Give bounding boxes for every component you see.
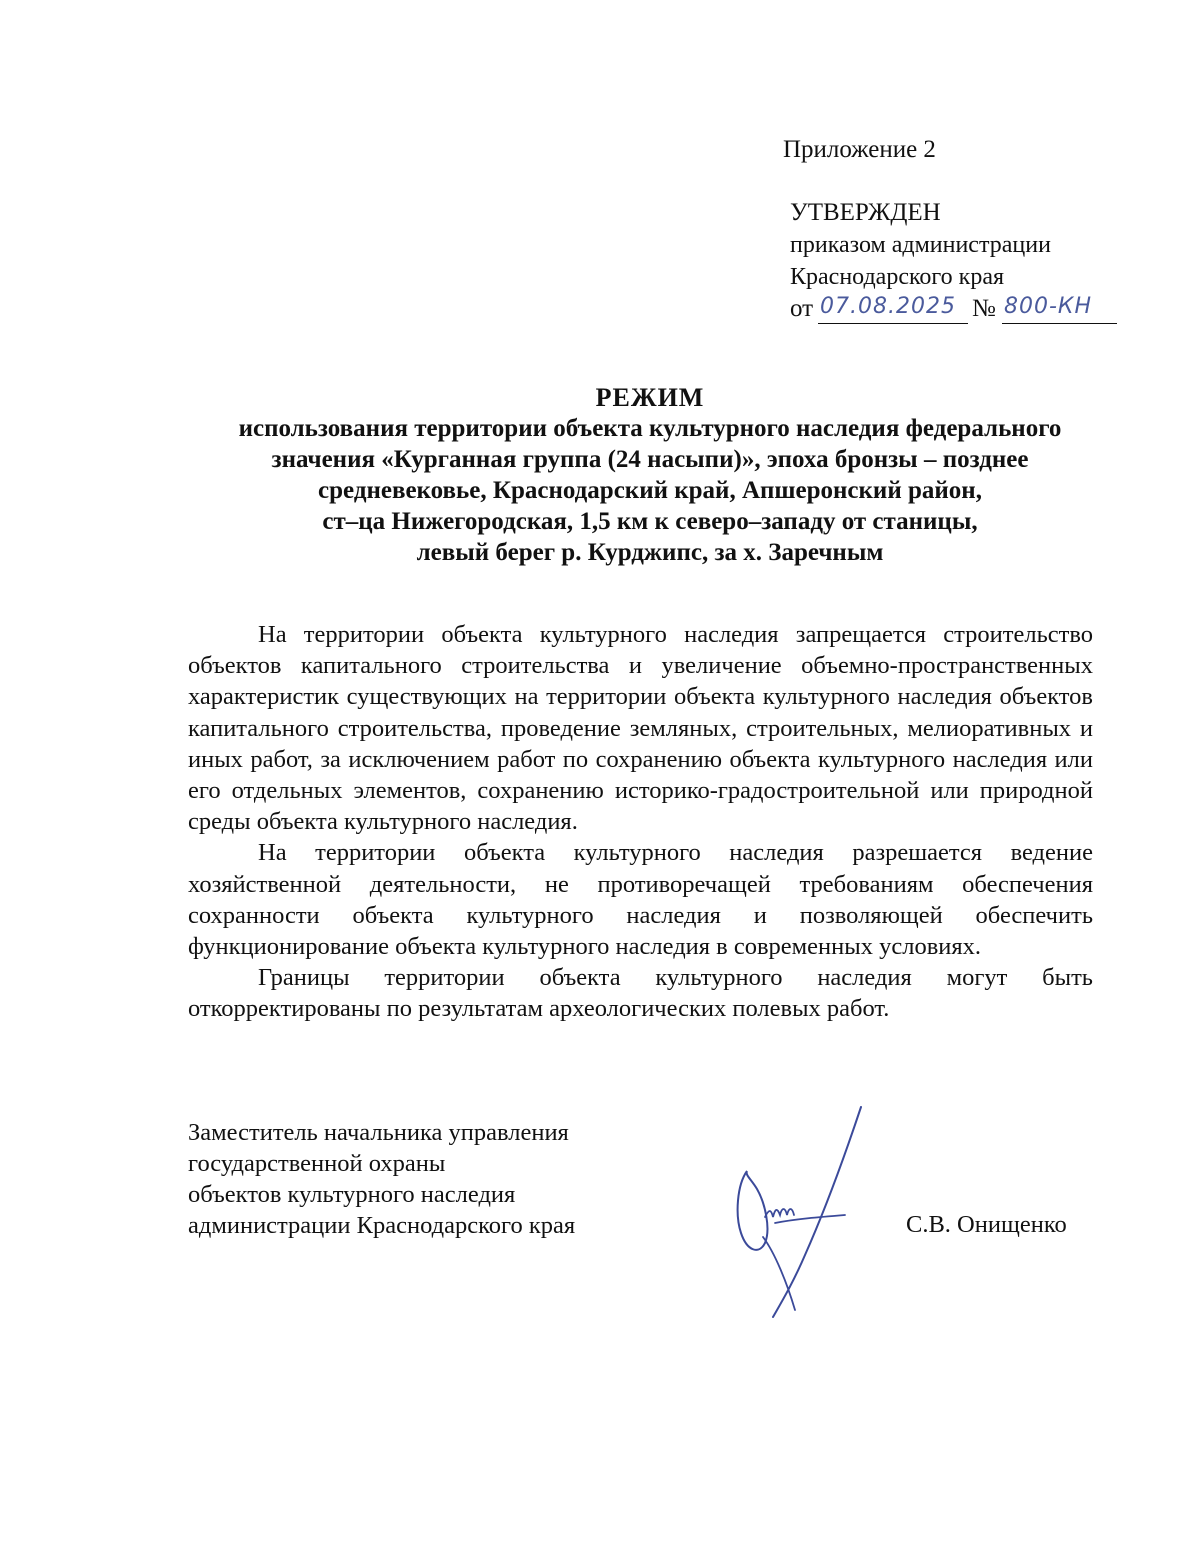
document-title bbox=[150, 382, 1150, 568]
appendix-label: Приложение 2 bbox=[783, 136, 936, 163]
handwritten-signature bbox=[725, 1105, 875, 1320]
signatory-position-line: Заместитель начальника управления bbox=[188, 1119, 569, 1146]
approved-by-line-1: приказом администрации bbox=[790, 232, 1051, 258]
signature-stroke bbox=[765, 1209, 794, 1217]
title-line: ст–ца Нижегородская, 1,5 км к северо–западу от станицы, bbox=[322, 508, 978, 535]
approval-block bbox=[790, 197, 1093, 327]
order-number-handwritten: 800-КН bbox=[1004, 294, 1093, 319]
signatory-position bbox=[188, 1117, 575, 1241]
title-main: РЕЖИМ bbox=[595, 383, 705, 412]
title-line: средневековье, Краснодарский край, Апшеронский район, bbox=[318, 477, 982, 504]
title-line: использования территории объекта культурного наследия федерального bbox=[238, 415, 1062, 442]
document-body bbox=[188, 619, 1093, 1025]
signatory-position-line: объектов культурного наследия bbox=[188, 1181, 516, 1208]
signatory-name: С.В. Онищенко bbox=[906, 1211, 1067, 1238]
title-line: левый берег р. Курджипс, за х. Заречным bbox=[416, 539, 884, 566]
order-number-sign: № bbox=[972, 295, 996, 322]
approved-by-line-2: Краснодарского края bbox=[790, 264, 1005, 290]
order-reference bbox=[790, 293, 1093, 327]
order-date-prefix: от bbox=[790, 295, 814, 322]
approved-heading: УТВЕРЖДЕН bbox=[790, 199, 941, 226]
signatory-position-line: государственной охраны bbox=[188, 1150, 446, 1177]
body-paragraph: Границы территории объекта культурного наследия могут быть откорректированы по результатам археологических полевых работ. bbox=[188, 964, 1093, 1023]
title-line: значения «Курганная группа (24 насыпи)», эпоха бронзы – позднее bbox=[271, 446, 1029, 473]
signatory-position-line: администрации Краснодарского края bbox=[188, 1212, 576, 1239]
order-date-handwritten: 07.08.2025 bbox=[820, 294, 956, 319]
body-paragraph: На территории объекта культурного наследия разрешается ведение хозяйственной деятельности, не противоречащей требованиям обеспечения сохранности объекта культурного наследия и позволяющей обеспечить функционирование объекта культурного наследия в современных условиях. bbox=[188, 839, 1093, 961]
signature-stroke bbox=[775, 1215, 845, 1223]
signature-stroke bbox=[763, 1237, 795, 1310]
body-paragraph: На территории объекта культурного наследия запрещается строительство объектов капитального строительства и увеличение объемно-пространственных характеристик существующих на территории объекта культурного наследия объектов капитального строительства, проведение земляных, строительных, мелиоративных и иных работ, за исключением работ по сохранению объекта культурного наследия или его отдельных элементов, сохранению историко-градостроительной или природной среды объекта культурного наследия. bbox=[188, 621, 1093, 836]
